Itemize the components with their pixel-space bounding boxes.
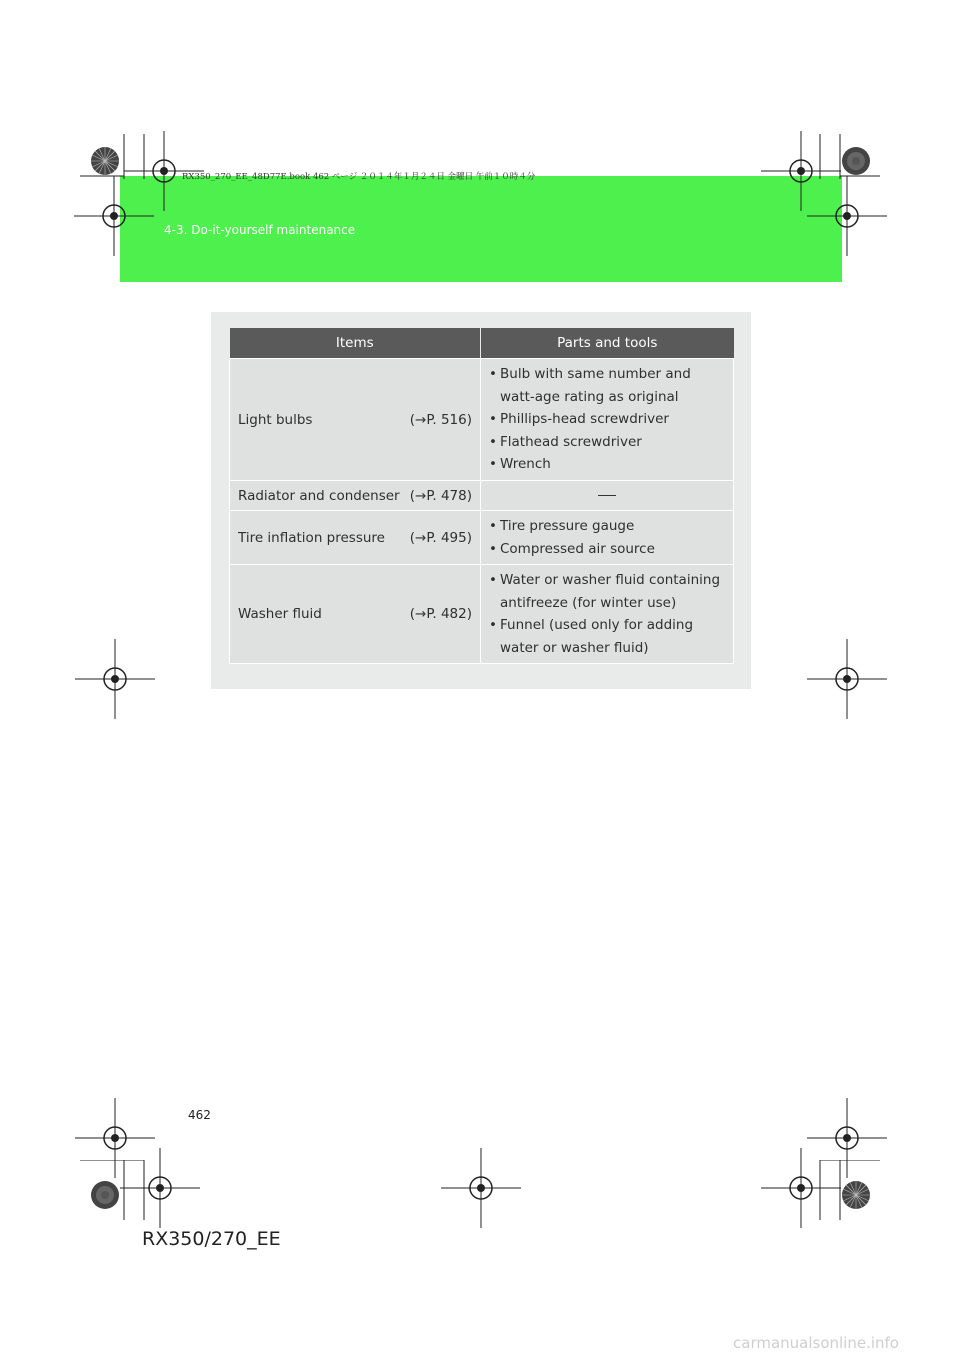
tool-item: • Wrench xyxy=(489,453,725,476)
column-header-parts-tools: Parts and tools xyxy=(481,328,734,359)
item-label: Light bulbs xyxy=(238,411,313,428)
tools-cell xyxy=(481,481,734,511)
page-reference-link[interactable]: (→P. 495) xyxy=(409,529,472,546)
tools-cell xyxy=(481,359,734,481)
item-label: Washer fluid xyxy=(238,606,322,622)
page-reference-link[interactable]: (→P. 478) xyxy=(409,487,472,504)
maintenance-table xyxy=(229,328,734,664)
table-header-row xyxy=(230,328,734,359)
calibration-wheel-icon xyxy=(841,146,871,176)
print-info-line: RX350_270_EE_48D77E.book 462 ページ ２０１４年１月２４日 金曜日 午前１０時４分 xyxy=(182,172,536,182)
no-tools-dash xyxy=(598,495,616,496)
item-label: Radiator and condenser xyxy=(238,487,400,504)
table-row xyxy=(230,565,734,664)
tool-item: • Tire pressure gauge xyxy=(489,515,725,538)
tool-item: • Phillips-head screwdriver xyxy=(489,408,725,431)
item-cell xyxy=(230,565,481,664)
table-row xyxy=(230,481,734,511)
tool-item: • Flathead screwdriver xyxy=(489,431,725,454)
calibration-wheel-icon xyxy=(841,1180,871,1210)
registration-mark-icon xyxy=(75,639,155,719)
registration-mark-icon xyxy=(807,639,887,719)
tool-item: • Compressed air source xyxy=(489,538,725,561)
item-cell xyxy=(230,511,481,565)
item-cell xyxy=(230,481,481,511)
tool-item: • Funnel (used only for adding water or washer fluid) xyxy=(489,614,725,659)
tool-item: • Bulb with same number and watt-age rating as original xyxy=(489,363,725,408)
calibration-wheel-icon xyxy=(90,1180,120,1210)
registration-mark-icon xyxy=(441,1148,521,1228)
page-number: 462 xyxy=(188,1108,211,1122)
page-reference-link[interactable]: (→P. 482) xyxy=(409,606,472,622)
page-reference-link[interactable]: (→P. 516) xyxy=(409,411,472,428)
tools-cell xyxy=(481,511,734,565)
table-row xyxy=(230,359,734,481)
item-label: Tire inflation pressure xyxy=(238,529,385,546)
model-code: RX350/270_EE xyxy=(142,1228,281,1250)
table-row xyxy=(230,511,734,565)
tool-item: • Water or washer fluid containing antifreeze (for winter use) xyxy=(489,569,725,614)
tools-cell xyxy=(481,565,734,664)
item-cell xyxy=(230,359,481,481)
calibration-wheel-icon xyxy=(90,146,120,176)
section-title: 4-3. Do-it-yourself maintenance xyxy=(164,223,356,237)
watermark-text: carmanualsonline.info xyxy=(733,1334,899,1352)
registration-mark-icon xyxy=(807,176,887,256)
column-header-items: Items xyxy=(230,328,481,359)
